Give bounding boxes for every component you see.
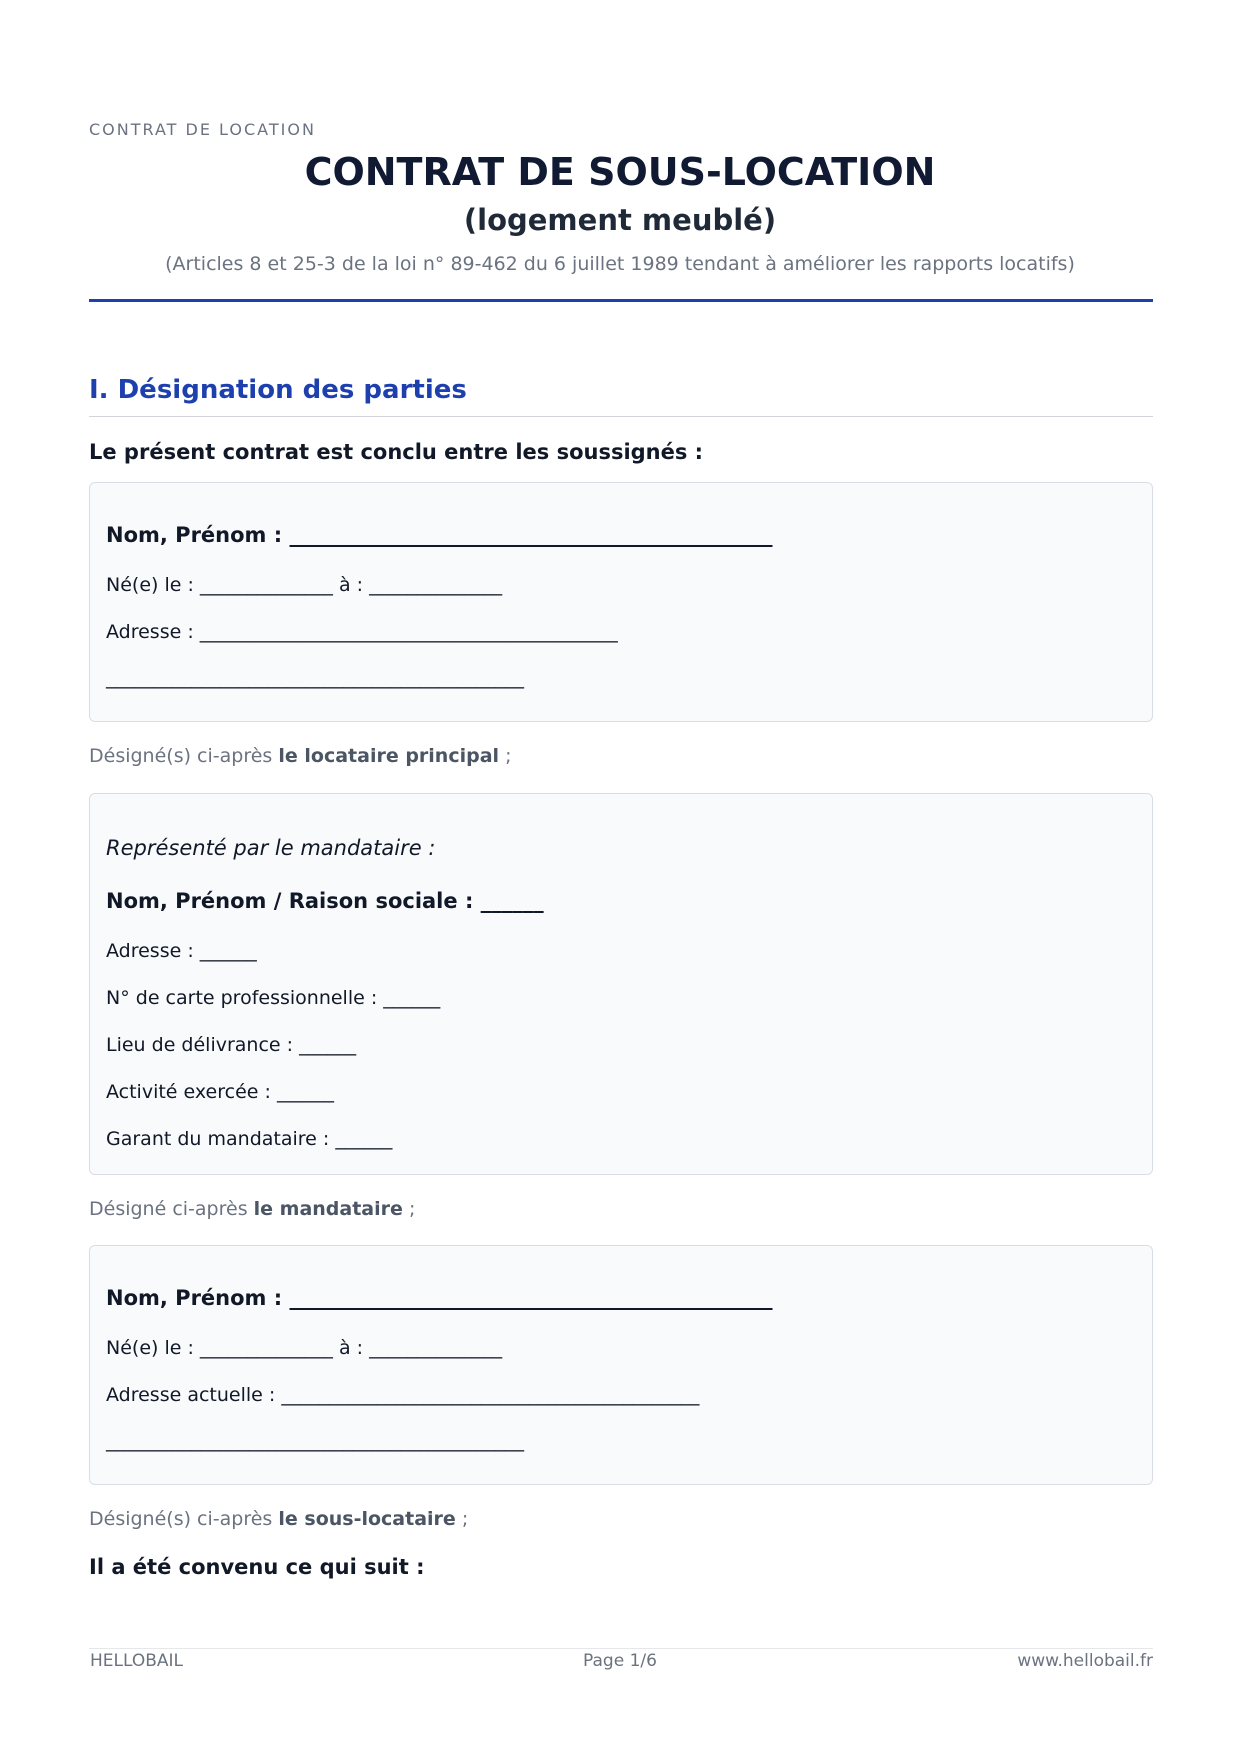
agent-guarantor-field[interactable]: Garant du mandataire : ______ [106, 1128, 393, 1150]
agent-designation: Désigné ci-après le mandataire ; [89, 1198, 416, 1220]
agent-card-field[interactable]: N° de carte professionnelle : ______ [106, 987, 441, 1009]
header-divider [89, 299, 1153, 302]
subtenant-name-field[interactable]: Nom, Prénom : ______________________________________________ [106, 1286, 773, 1310]
name-field[interactable]: Nom, Prénom : ______________________________________________ [106, 523, 773, 547]
principal-tenant-box [89, 482, 1153, 722]
subtenant-box [89, 1245, 1153, 1485]
section-divider [89, 416, 1153, 417]
footer-brand: HELLOBAIL [90, 1651, 184, 1671]
footer-divider [89, 1648, 1153, 1649]
agreed-text: Il a été convenu ce qui suit : [89, 1555, 425, 1579]
page-number: Page 1/6 [583, 1651, 657, 1671]
document-title: CONTRAT DE SOUS-LOCATION [304, 150, 936, 194]
agent-address-field[interactable]: Adresse : ______ [106, 940, 257, 962]
represented-label: Représenté par le mandataire : [106, 836, 436, 860]
agent-activity-field[interactable]: Activité exercée : ______ [106, 1081, 334, 1103]
subtenant-address-field[interactable]: Adresse actuelle : ____________________________________________ [106, 1384, 700, 1406]
address-field[interactable]: Adresse : ____________________________________________ [106, 621, 618, 643]
subtenant-birth-field[interactable]: Né(e) le : ______________ à : ______________ [106, 1337, 503, 1359]
section-title: I. Désignation des parties [89, 375, 467, 405]
address-line2-field[interactable]: ____________________________________________ [106, 667, 524, 689]
agent-place-field[interactable]: Lieu de délivrance : ______ [106, 1034, 357, 1056]
subtenant-address-line2-field[interactable]: ____________________________________________ [106, 1430, 524, 1452]
document-subtitle: (logement meublé) [463, 203, 777, 237]
principal-tenant-designation: Désigné(s) ci-après le locataire principal ; [89, 745, 512, 767]
birth-field[interactable]: Né(e) le : ______________ à : ______________ [106, 574, 503, 596]
legal-reference: (Articles 8 et 25-3 de la loi n° 89-462 du 6 juillet 1989 tendant à améliorer les rapports locatifs) [165, 253, 1075, 275]
agent-box [89, 793, 1153, 1175]
subtenant-designation: Désigné(s) ci-après le sous-locataire ; [89, 1508, 469, 1530]
document-kicker: CONTRAT DE LOCATION [89, 120, 316, 139]
intro-text: Le présent contrat est conclu entre les soussignés : [89, 440, 704, 464]
agent-name-field[interactable]: Nom, Prénom / Raison sociale : ______ [106, 889, 544, 913]
footer-url[interactable]: www.hellobail.fr [1017, 1651, 1153, 1671]
